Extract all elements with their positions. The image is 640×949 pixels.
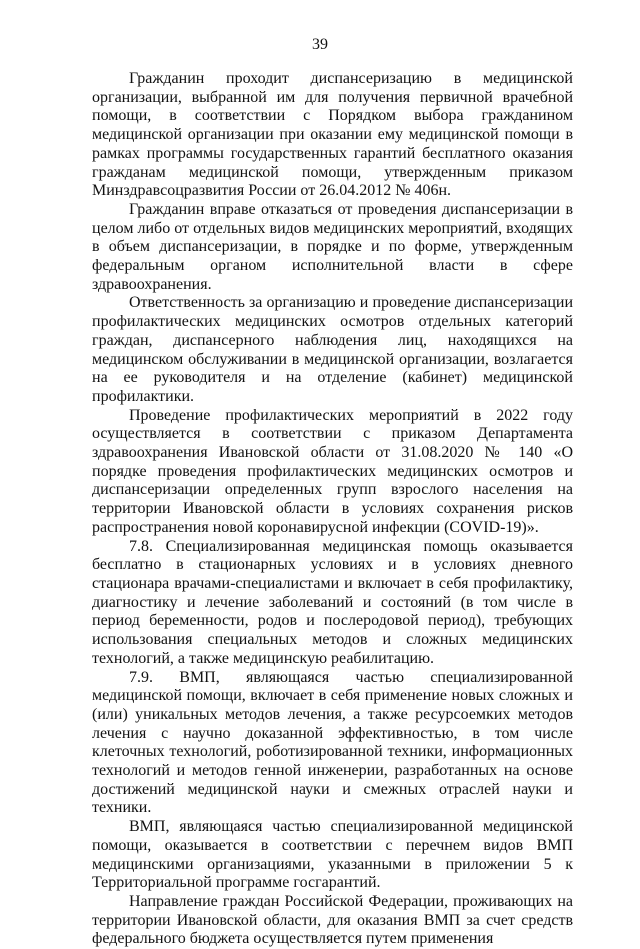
paragraph-hightech-list: ВМП, являющаяся частью специализированной медицинской помощи, оказывается в соответствии с перечнем видов ВМП медицинскими организациями, указанными в приложении 5 к Территориальной программе госгарантий. <box>92 818 573 892</box>
paragraph-dispensarization-choice: Гражданин проходит диспансеризацию в медицинской организации, выбранной им для получения первичной врачебной помощи, в соответствии с Порядком выбора гражданином медицинской организации при оказании ему медицинской помощи в рамках программы государственных гарантий бесплатного оказания гражданам медицинской помощи, утвержденным приказом Минздравсоцразвития России от 26.04.2012 № 406н. <box>92 70 573 200</box>
paragraph-7-8-specialized-care: 7.8. Специализированная медицинская помощь оказывается бесплатно в стационарных условиях и в условиях дневного стационара врачами-специалистами и включает в себя профилактику, диагностику и лечение заболеваний и состояний (в том числе в период беременности, родов и послеродовой период), требующих использования специальных методов и сложных медицинских технологий, а также медицинскую реабилитацию. <box>92 537 573 667</box>
paragraph-7-9-hightech-care: 7.9. ВМП, являющаяся частью специализированной медицинской помощи, включает в себя применение новых сложных и (или) уникальных методов лечения, а также ресурсоемких методов лечения с научно доказанной эффективностью, в том числе клеточных технологий, роботизированной техники, информационных технологий и методов генной инженерии, разработанных на основе достижений медицинской науки и смежных отраслей науки и техники. <box>92 668 573 817</box>
paragraph-prevention-2022: Проведение профилактических мероприятий в 2022 году осуществляется в соответствии с приказом Департамента здравоохранения Ивановской области от 31.08.2020 № 140 «О порядке проведения профилактических медицинских осмотров и диспансеризации определенных групп взрослого населения на территории Ивановской области в условиях сохранения рисков распространения новой коронавирусной инфекции (COVID-19)». <box>92 406 573 536</box>
document-body <box>92 70 573 949</box>
paragraph-responsibility: Ответственность за организацию и проведение диспансеризации профилактических медицинских осмотров отдельных категорий граждан, диспансерного наблюдения лиц, находящихся на медицинском обслуживании в медицинской организации, возлагается на ее руководителя и на отделение (кабинет) медицинской профилактики. <box>92 294 573 405</box>
paragraph-refusal-right: Гражданин вправе отказаться от проведения диспансеризации в целом либо от отдельных видов медицинских мероприятий, входящих в объем диспансеризации, в порядке и по форме, утвержденным федеральным органом исполнительной власти в сфере здравоохранения. <box>92 200 573 293</box>
paragraph-referral: Направление граждан Российской Федерации, проживающих на территории Ивановской области, для оказания ВМП за счет средств федерального бюджета осуществляется путем применения <box>92 892 573 948</box>
page-number: 39 <box>312 36 328 53</box>
